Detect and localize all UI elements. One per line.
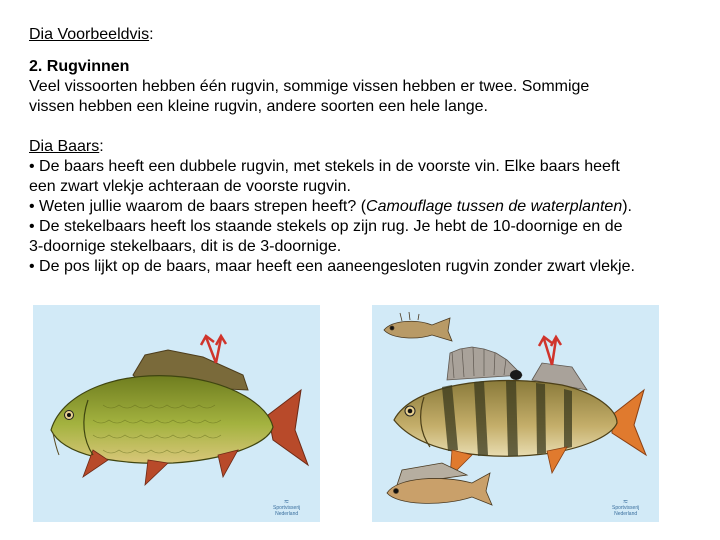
perch-drawing (372, 305, 659, 522)
bullet-item (29, 197, 709, 217)
bullet-item: • De pos lijkt op de baars, maar heeft een aaneengesloten rugvin zonder zwart vlekje. (29, 257, 709, 277)
slide-title (29, 25, 709, 45)
bullet-emphasis: Camouflage tussen de waterplanten (366, 198, 623, 215)
bullet-continuation: een zwart vlekje achteraan de voorste rugvin. (29, 178, 351, 195)
title-colon: : (149, 26, 154, 43)
anal-fin (218, 450, 238, 477)
perch-anal-fin (547, 447, 567, 473)
logo-waves-icon: ≈ (284, 497, 289, 506)
sportvisserij-logo (273, 499, 300, 517)
tail-fin (268, 390, 308, 465)
logo-line: Nederland (614, 511, 638, 517)
carp-drawing (33, 305, 320, 522)
logo-waves-icon: ≈ (623, 497, 628, 506)
bullet-text: Weten jullie waarom de baars strepen heeft? ( (39, 198, 367, 215)
title-label: Dia Voorbeeldvis (29, 26, 150, 43)
bullet-item: • De baars heeft een dubbele rugvin, met stekels in de voorste vin. Elke baars heeft (29, 157, 709, 177)
spacer (29, 117, 709, 137)
section-heading-rugvinnen: 2. Rugvinnen (29, 58, 130, 75)
section-title-baars (29, 137, 709, 157)
carp-illustration (33, 305, 320, 522)
slide-text (29, 25, 709, 277)
bullet-item: • De stekelbaars heeft los staande stekels op zijn rug. Je hebt de 10-doornige en de (29, 217, 709, 237)
baars-colon: : (99, 138, 104, 155)
bullet-text: ). (622, 198, 632, 215)
stickleback (384, 312, 452, 341)
logo-line: Sportvisserij (273, 505, 301, 511)
black-spot (510, 370, 522, 380)
arrow-icon (539, 337, 561, 365)
bullet-continuation: 3-doornige stekelbaars, dit is de 3-doornige. (29, 238, 342, 255)
perch-illustration (372, 305, 659, 522)
baars-label: Dia Baars (29, 138, 100, 155)
logo-line: Nederland (275, 511, 299, 517)
logo-line: Sportvisserij (612, 505, 640, 511)
perch-body (394, 380, 617, 456)
ruffe (387, 463, 492, 505)
paragraph-line: vissen hebben een kleine rugvin, andere soorten een hele lange. (29, 98, 488, 115)
pelvic-fin (145, 460, 168, 485)
sportvisserij-logo (612, 499, 639, 517)
paragraph-line: Veel vissoorten hebben één rugvin, sommige vissen hebben er twee. Sommige (29, 78, 590, 95)
